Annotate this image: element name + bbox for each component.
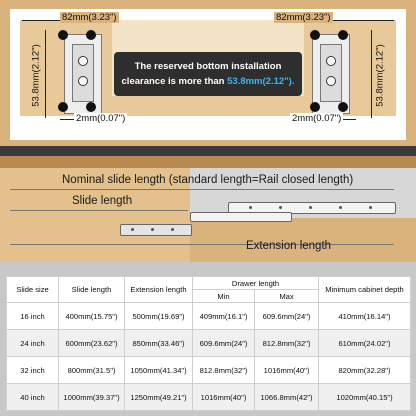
right-height-dim-line xyxy=(371,30,372,118)
right-width-label: 82mm(3.23") xyxy=(276,12,331,23)
installation-diagram xyxy=(0,0,416,146)
extension-dim-line xyxy=(10,244,394,245)
table-row xyxy=(7,330,411,357)
cell-depth: 1020mm(40.15") xyxy=(319,384,411,411)
left-slide-cross-section xyxy=(58,30,110,116)
cell-extension-length: 850mm(33.46") xyxy=(125,330,193,357)
cell-min: 1016mm(40") xyxy=(193,384,255,411)
cell-max: 1016mm(40") xyxy=(255,357,319,384)
cell-size: 24 inch xyxy=(7,330,59,357)
right-slide-cross-section xyxy=(306,30,358,116)
table-row xyxy=(7,384,411,411)
left-height-label: 53.8mm(2.12") xyxy=(30,44,42,107)
spec-table-panel xyxy=(0,262,416,416)
cabinet-top-board xyxy=(0,0,416,9)
cell-max: 1066.8mm(42") xyxy=(255,384,319,411)
header-max: Max xyxy=(255,290,319,303)
left-height-dim-line xyxy=(45,30,46,118)
header-drawer-length: Drawer length xyxy=(193,277,319,290)
table-row xyxy=(7,357,411,384)
cell-max: 812.8mm(32") xyxy=(255,330,319,357)
cell-min: 609.6mm(24") xyxy=(193,330,255,357)
cabinet-right-board xyxy=(406,0,416,146)
nominal-length-label: Nominal slide length (standard length=Rail closed length) xyxy=(62,174,354,186)
cell-slide-length: 1000mm(39.37") xyxy=(59,384,125,411)
dark-strip xyxy=(0,146,416,156)
cell-extension-length: 1050mm(41.34") xyxy=(125,357,193,384)
shelf-board xyxy=(0,156,416,168)
extended-rail-middle xyxy=(190,212,292,222)
spec-table xyxy=(6,276,411,411)
cell-depth: 410mm(16.14") xyxy=(319,303,411,330)
cabinet-left-board xyxy=(0,0,10,146)
right-height-label: 53.8mm(2.12") xyxy=(374,44,386,107)
slide-length-label: Slide length xyxy=(72,195,133,207)
cell-size: 16 inch xyxy=(7,303,59,330)
cell-size: 32 inch xyxy=(7,357,59,384)
right-gap-label: 2mm(0.07") xyxy=(292,113,342,124)
left-width-label: 82mm(3.23") xyxy=(62,12,117,23)
cell-size: 40 inch xyxy=(7,384,59,411)
cell-extension-length: 500mm(19.69") xyxy=(125,303,193,330)
cell-min: 812.8mm(32") xyxy=(193,357,255,384)
cell-max: 609.6mm(24") xyxy=(255,303,319,330)
closed-rail xyxy=(120,224,192,236)
cell-min: 409mm(16.1") xyxy=(193,303,255,330)
header-slide-size: Slide size xyxy=(7,277,59,303)
cell-extension-length: 1250mm(49.21") xyxy=(125,384,193,411)
callout-line-2-prefix: clearance is more than xyxy=(121,76,228,87)
header-slide-length: Slide length xyxy=(59,277,125,303)
left-gap-label: 2mm(0.07") xyxy=(76,113,126,124)
cell-slide-length: 800mm(31.5") xyxy=(59,357,125,384)
cell-slide-length: 600mm(23.62") xyxy=(59,330,125,357)
clearance-callout xyxy=(114,52,302,96)
cell-depth: 610mm(24.02") xyxy=(319,330,411,357)
callout-highlight: 53.8mm(2.12"). xyxy=(227,76,295,87)
cell-slide-length: 400mm(15.75") xyxy=(59,303,125,330)
slide-length-dim-line xyxy=(10,210,188,211)
callout-line-2 xyxy=(114,74,302,89)
header-min-cabinet-depth: Minimum cabinet depth xyxy=(319,277,411,303)
table-row xyxy=(7,303,411,330)
extension-length-label: Extension length xyxy=(246,240,332,252)
cell-depth: 820mm(32.28") xyxy=(319,357,411,384)
length-diagram xyxy=(0,146,416,262)
nominal-dim-line xyxy=(10,189,394,190)
callout-line-1: The reserved bottom installation xyxy=(134,61,282,72)
header-extension-length: Extension length xyxy=(125,277,193,303)
header-min: Min xyxy=(193,290,255,303)
